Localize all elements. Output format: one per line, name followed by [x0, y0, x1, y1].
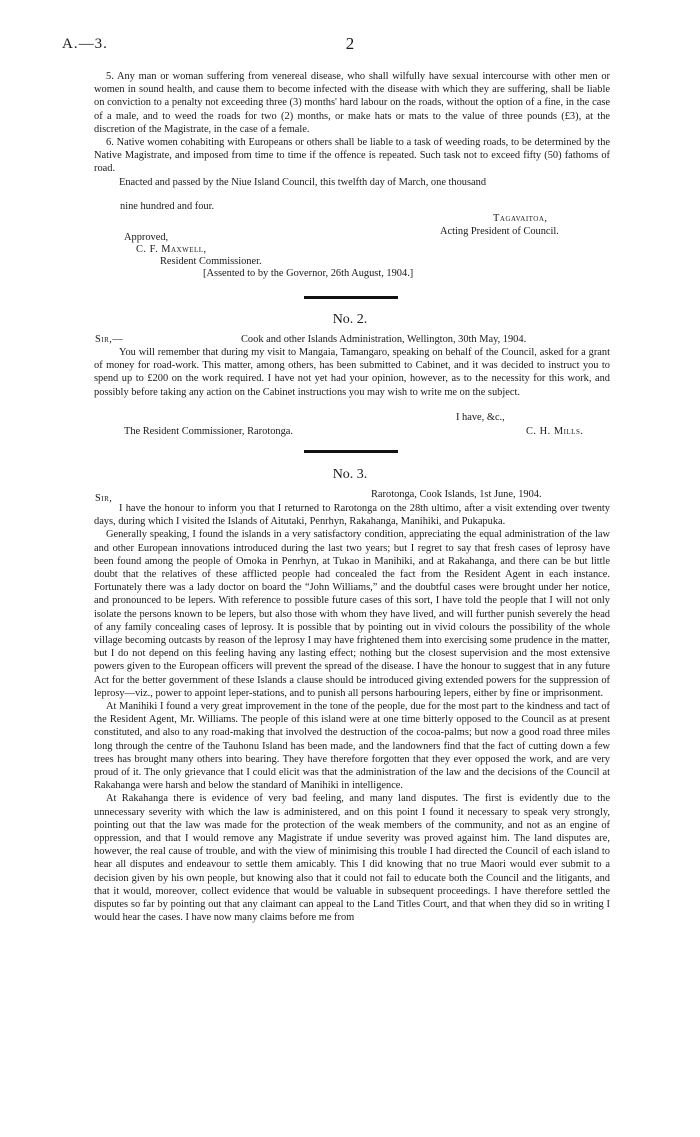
section-3-heading: No. 3.	[332, 467, 368, 482]
council-signer-title: Acting President of Council.	[440, 226, 559, 237]
approver-name: C. F. Maxwell,	[136, 244, 207, 255]
enacted-line-2: nine hundred and four.	[120, 201, 215, 212]
section-3-place-date: Rarotonga, Cook Islands, 1st June, 1904.	[371, 489, 542, 500]
section-3-paragraph: Generally speaking, I found the islands in a very satisfactory condition, appreciating the equal administration of the law and other European innovations introduced during the last two years; but I regret to say that fresh cases of leprosy have been found among the people of Omoka in Penrhyn, at Tukao in Manihiki, and at Rakahanga, and there can be but little doubt that the relatives of these afflicted people had concealed the fact from the Resident Agent in each instance. Fortunately there was a lady doctor on board the “John Williams,” and the doubtful cases were brought under her notice, and pronounced to be lepers. With reference to possible future cases of this sort, I have told the people that I will not only isolate the persons known to be lepers, but also those with whom they have lived, and will further punish severely the head of any family concealing cases of leprosy. It is possible that by pointing out in vivid colours the possibility of the whole village becoming outcasts by reason of the leprosy I may have frightened them into exercising some prudence in the matter, but I do not depend on this feeling having any lasting effect; nothing but the closest supervision and the most extensive powers given to the European officers will prevent the spread of the disease. I have the honour to suggest that in any future Act for the better government of these Islands a clause should be introduced giving extended powers for the suppression of leprosy—viz., power to appoint leper-stations, and to punish all persons harbouring lepers, either by fine or imprisonment.	[94, 529, 610, 699]
section-2-recipient: The Resident Commissioner, Rarotonga.	[124, 426, 293, 437]
section-3-paragraph: At Manihiki I found a very great improvement in the tone of the people, due for the most part to the kindness and tact of the Resident Agent, Mr. Williams. The people of this island were at one time bitterly opposed to the Council as at present constituted, and also to any road-making that involved the destruction of the cocoa-palms; but now a good road three miles long through the centre of the Tauhonu Island has been made, and the landowners find that the fact of cutting down a few trees has brought many others into bearing. They have therefore forgotten that they ever opposed the work, and are very proud of it. The only grievance that I could elicit was that the administration of the law and the decisions of the Council at Rakahanga were harsh and below the standard of Manihiki in intelligence.	[94, 701, 610, 792]
section-divider	[304, 296, 398, 299]
section-2-salutation: Sir,—	[95, 334, 124, 345]
section-2-heading: No. 2.	[332, 312, 368, 327]
section-2-place-date: Cook and other Islands Administration, Wellington, 30th May, 1904.	[241, 334, 527, 345]
section-2-body	[94, 346, 610, 399]
section-1-body	[94, 70, 610, 189]
council-signer-name: Tagavaitoa,	[493, 213, 548, 224]
assent-note: [Assented to by the Governor, 26th August, 1904.]	[203, 268, 414, 279]
section-2-paragraph: You will remember that during my visit to Mangaia, Tamangaro, speaking on behalf of the Council, asked for a grant of money for road-work. This matter, among others, has been submitted to Cabinet, and it was decided to instruct you to spend up to £200 on the work required. I have not yet had your opinion, however, as to the necessity for this work, and possibly before taking any action on the Cabinet instructions you may wish to write me on the subject.	[94, 347, 610, 398]
document-reference: A.—3.	[62, 36, 108, 52]
approved-label: Approved,	[124, 232, 169, 243]
section-3-paragraph: At Rakahanga there is evidence of very bad feeling, and many land disputes. The first is evidently due to the unnecessary severity with which the law is administered, and on this point I found it necessary to speak very strongly, pointing out that the law was made for the protection of the weak members of the community, and not as an engine of oppression, and that I would remove any Magistrate if undue severity was proved against him. The land disputes are, however, the real cause of trouble, and with the view of minimising this trouble I had directed the Council of each island to hear all disputes and endeavour to settle them amicably. This I did knowing that no true Maori would ever submit to a decision given by his own people, but knowing also that it could not fail to educate both the Council and the litigants, and that it would, moreover, collect evidence that would be valuable in subsequent proceedings. I have therefore settled the disputes so far by pointing out that any claimant can appeal to the Land Titles Court, and that when they did so in writing I would hear the cases. I have now many claims before me from	[94, 793, 610, 924]
clause-5: 5. Any man or woman suffering from venereal disease, who shall wilfully have sexual intercourse with other men or women in sound health, and cause them to become infected with the disease with which they are suffering, shall be liable on conviction to a penalty not exceeding three (3) months' hard labour on the roads, without the option of a fine, in the case of a male, and to weed the roads for two (2) months, or make hats or mats to the value of three pounds (£3), at the discretion of the Magistrate, in the case of a female.	[94, 71, 610, 135]
section-3-paragraph: I have the honour to inform you that I returned to Rarotonga on the 28th ultimo, after a visit extending over twenty days, during which I visited the Islands of Aitutaki, Penrhyn, Rakahanga, Manihiki, and Pukapuka.	[94, 503, 610, 528]
page-number: 2	[345, 34, 355, 53]
section-3-body	[94, 502, 610, 925]
section-3-salutation: Sir,	[95, 493, 113, 504]
section-2-signer: C. H. Mills.	[526, 426, 584, 437]
section-2-closing: I have, &c.,	[456, 412, 505, 423]
approver-title: Resident Commissioner.	[160, 256, 262, 267]
section-divider	[304, 450, 398, 453]
clause-6: 6. Native women cohabiting with Europeans or others shall be liable to a task of weeding roads, to be determined by the Native Magistrate, and imposed from time to time if the offence is repeated. Such task not to exceed fifty (50) fathoms of road.	[94, 137, 610, 175]
enacted-line-1: Enacted and passed by the Niue Island Council, this twelfth day of March, one thousand	[119, 176, 487, 188]
